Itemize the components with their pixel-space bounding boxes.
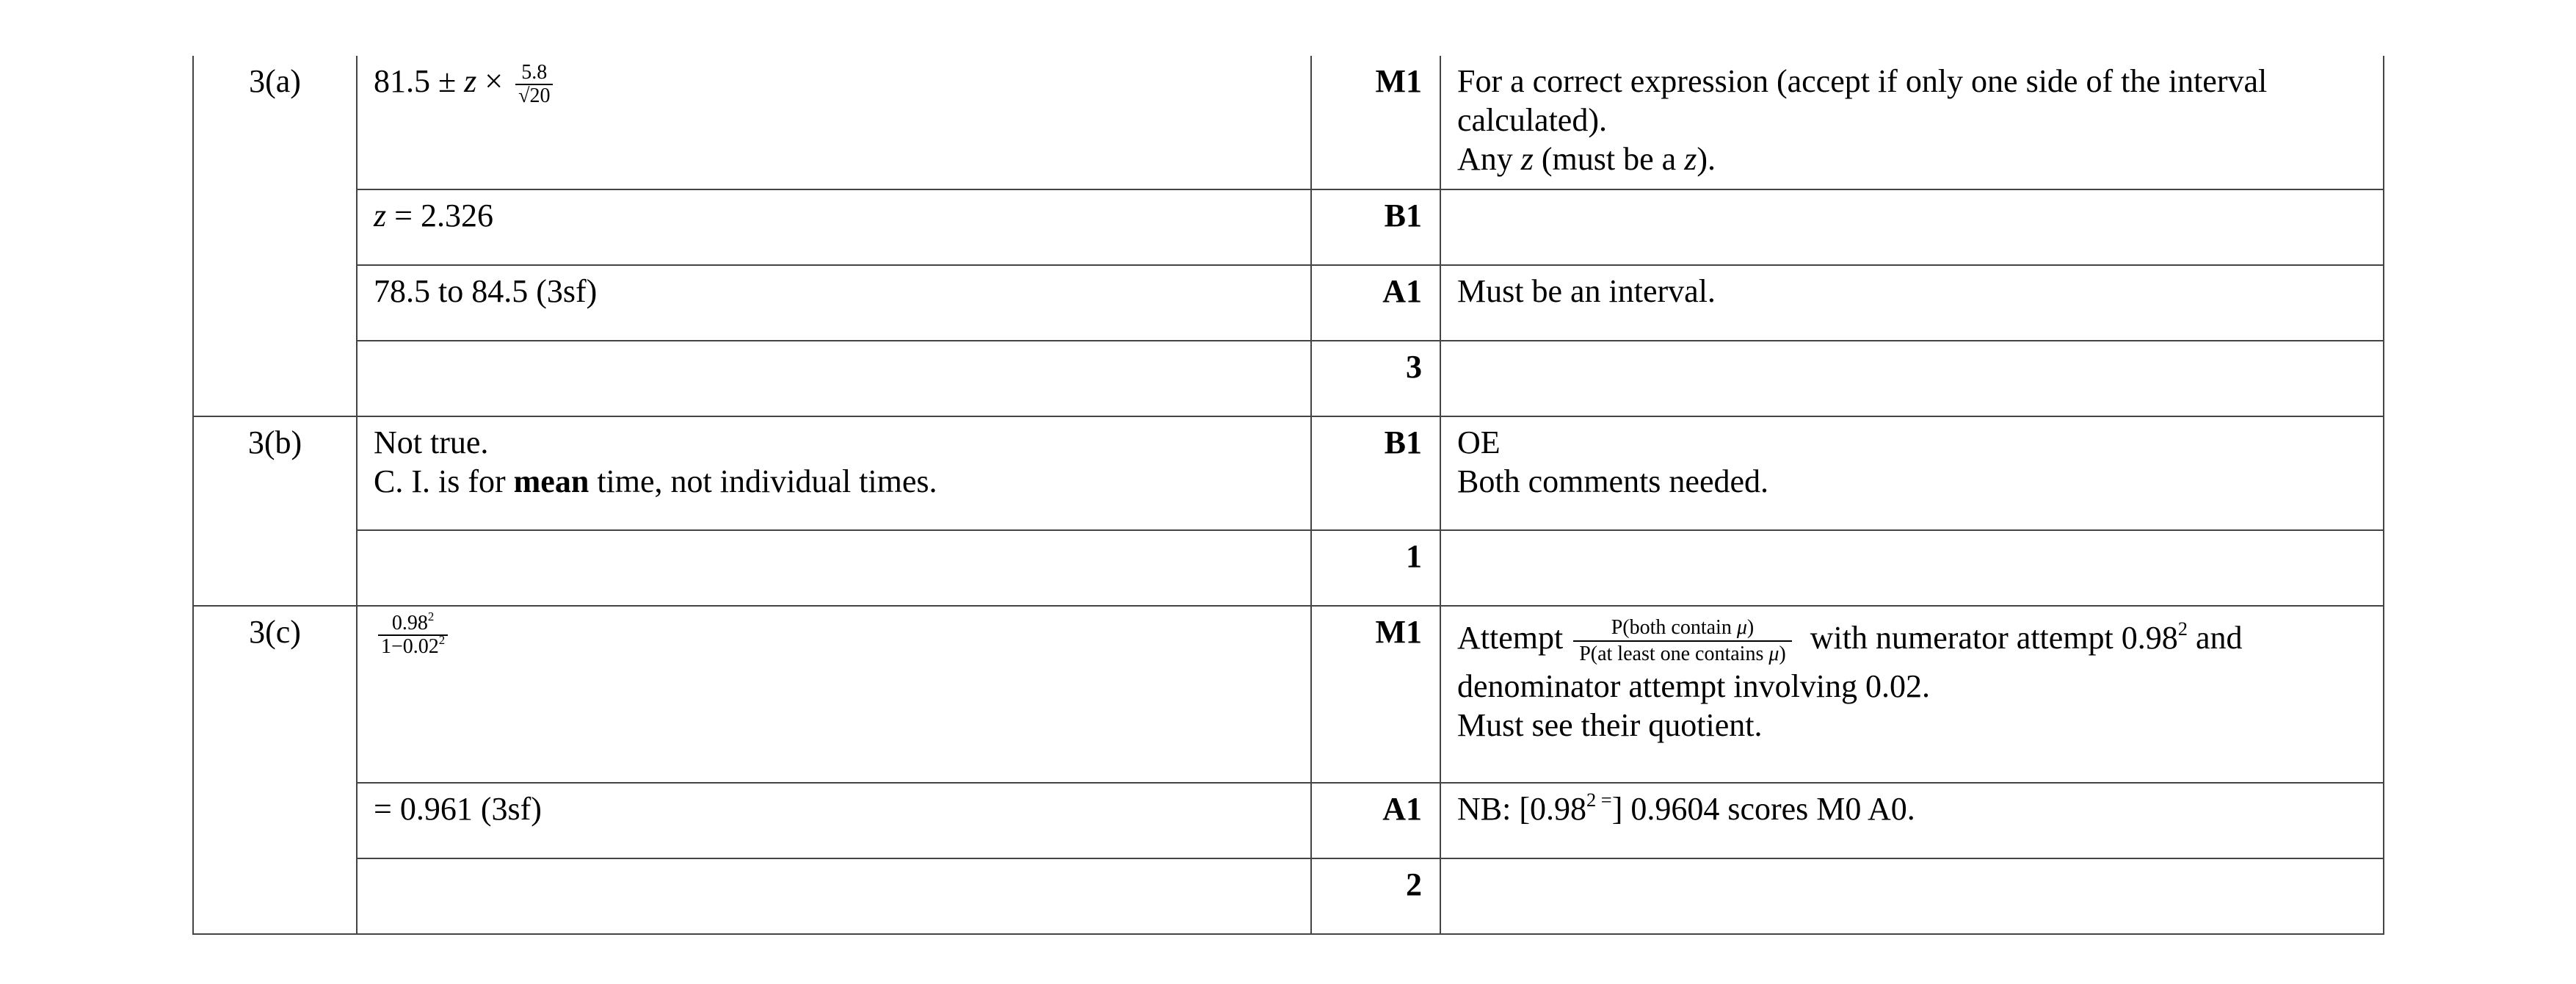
- fraction: $\frac{0.98^2}{1-0.02^2}$: [378, 612, 448, 658]
- guidance-cell: [1440, 530, 2384, 606]
- table-row: [193, 606, 2384, 783]
- table-row: [193, 416, 2384, 530]
- answer-cell: [357, 530, 1311, 606]
- answer-cell: [357, 606, 1311, 783]
- answer-cell: [357, 341, 1311, 416]
- answer-cell: [357, 858, 1311, 934]
- answer-cell: = 0.961 (3sf): [357, 783, 1311, 858]
- question-number: 3(c): [193, 606, 357, 934]
- total-mark-cell: 3: [1311, 341, 1440, 416]
- mark-cell: B1: [1311, 416, 1440, 530]
- answer-cell: 78.5 to 84.5 (3sf): [357, 265, 1311, 341]
- mark-cell: M1: [1311, 56, 1440, 189]
- mark-scheme-table: [192, 56, 2384, 935]
- total-mark-cell: 1: [1311, 530, 1440, 606]
- table-row: [193, 341, 2384, 416]
- table-row: [193, 56, 2384, 189]
- table-row: [193, 189, 2384, 265]
- guidance-cell: [1440, 858, 2384, 934]
- table-row: [193, 530, 2384, 606]
- answer-cell: Not true. C. I. is for mean time, not individual times.: [357, 416, 1311, 530]
- guidance-cell: For a correct expression (accept if only one side of the interval calculated). Any z (must be a z).: [1440, 56, 2384, 189]
- guidance-cell: [1440, 189, 2384, 265]
- mark-cell: B1: [1311, 189, 1440, 265]
- answer-cell: z = 2.326: [357, 189, 1311, 265]
- guidance-cell: Must be an interval.: [1440, 265, 2384, 341]
- mark-cell: M1: [1311, 606, 1440, 783]
- mark-cell: A1: [1311, 783, 1440, 858]
- table-row: [193, 858, 2384, 934]
- table-row: [193, 783, 2384, 858]
- question-number: 3(a): [193, 56, 357, 416]
- mark-cell: A1: [1311, 265, 1440, 341]
- guidance-cell: NB: $[0.98^{2 =}]$ 0.9604 scores M0 A0.: [1440, 783, 2384, 858]
- question-number: 3(b): [193, 416, 357, 606]
- answer-cell: 81.5 ± z × $\frac{5.8}{√20}$: [357, 56, 1311, 189]
- table-row: [193, 265, 2384, 341]
- guidance-cell: Attempt $\frac{\text{P(both contain μ)}}{\text{P(at least one contains μ)}}$ with numerator attempt 0.98$^2$ and denominator attempt involving 0.02. Must see their quotient.: [1440, 606, 2384, 783]
- total-mark-cell: 2: [1311, 858, 1440, 934]
- fraction: $\frac{5.8}{√20}$: [515, 62, 553, 107]
- guidance-cell: OE Both comments needed.: [1440, 416, 2384, 530]
- guidance-cell: [1440, 341, 2384, 416]
- probability-fraction: $\frac{\text{P(both contain μ)}}{\text{P(at least one contains μ)}}$: [1573, 615, 1792, 667]
